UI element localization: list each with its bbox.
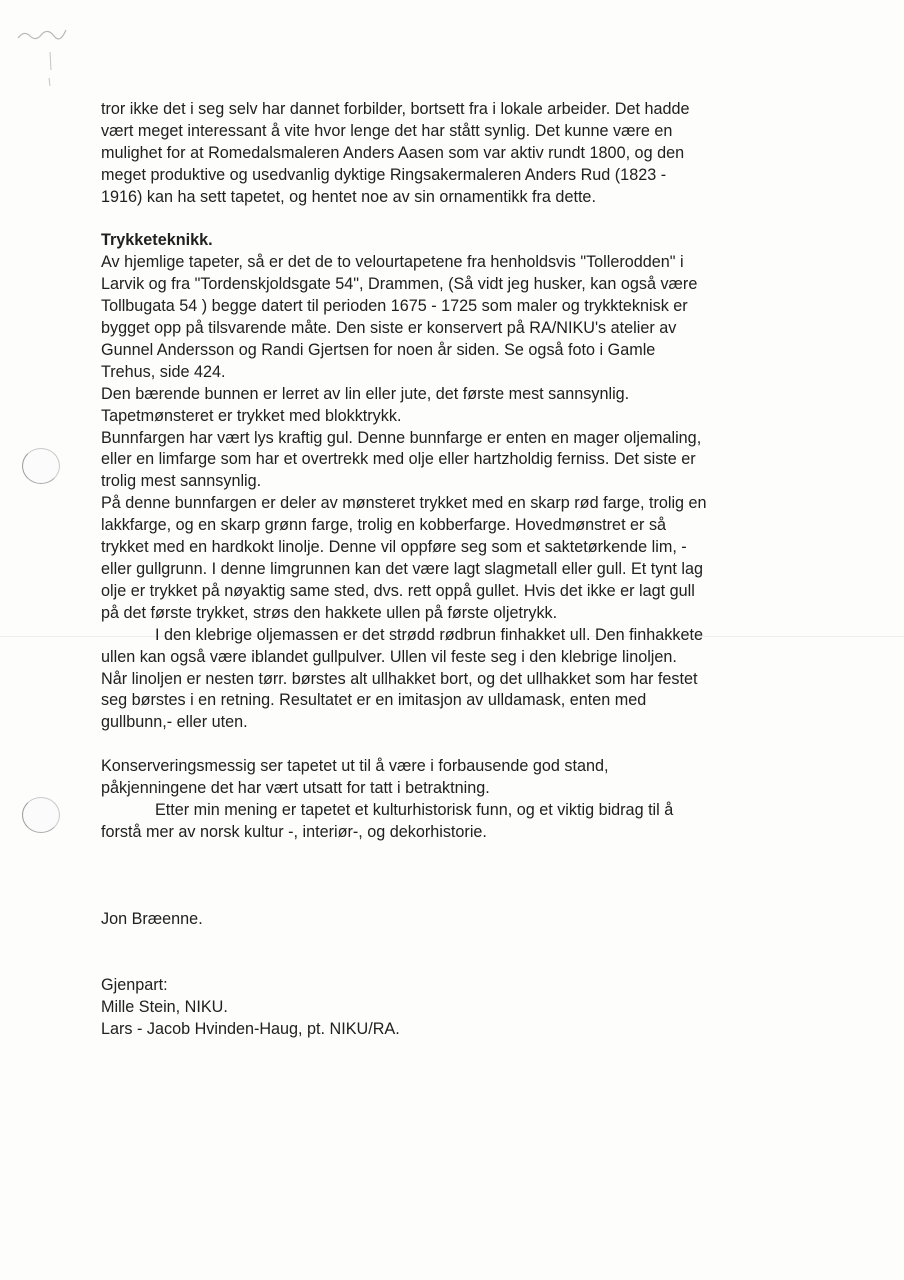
spacer xyxy=(101,888,801,910)
text-line: seg børstes i en retning. Resultatet er en imitasjon av ulldamask, enten med xyxy=(101,691,647,710)
paragraph-5 xyxy=(101,800,801,844)
text-line: Trehus, side 424. xyxy=(101,362,226,381)
text-line: bygget opp på tilsvarende måte. Den siste er konservert på RA/NIKU's atelier av xyxy=(101,319,677,338)
text-line: mulighet for at Romedalsmaleren Anders Aasen som var aktiv rundt 1800, og den xyxy=(101,143,685,162)
text-line: tror ikke det i seg selv har dannet forbilder, bortsett fra i lokale arbeider. Det hadde xyxy=(101,100,690,118)
text-line: påkjenningene det har vært utsatt for tatt i betraktning. xyxy=(101,779,490,798)
text-line: 1916) kan ha sett tapetet, og hentet noe av sin ornamentikk fra dette. xyxy=(101,187,596,206)
spacer xyxy=(101,844,801,866)
text-line: Gunnel Andersson og Randi Gjertsen for noen år siden. Se også foto i Gamle xyxy=(101,340,656,359)
text-line: ullen kan også være iblandet gullpulver. Ullen vil feste seg i den klebrige linoljen. xyxy=(101,647,677,666)
spacer xyxy=(101,734,801,756)
text-line: Av hjemlige tapeter, så er det de to velourtapetene fra henholdsvis "Tollerodden" i xyxy=(101,253,684,272)
paragraph-1 xyxy=(101,99,801,209)
text-line: på det første trykket, strøs den hakkete ullen på første oljetrykk. xyxy=(101,603,558,622)
text-line: Bunnfargen har vært lys kraftig gul. Denne bunnfarge er enten en mager oljemaling, xyxy=(101,428,702,447)
text-line: olje er trykket på nøyaktig same sted, dvs. rett oppå gullet. Hvis det ikke er lagt gull xyxy=(101,581,695,600)
text-line: vært meget interessant å vite hvor lenge det har stått synlig. Det kunne være en xyxy=(101,121,673,140)
text-line-indented: I den klebrige oljemassen er det strødd rødbrun finhakket ull. Den finhakkete xyxy=(155,625,703,644)
text-line: Tapetmønsteret er trykket med blokktrykk. xyxy=(101,406,402,425)
text-line: eller gullgrunn. I denne limgrunnen kan det være lagt slagmetall eller gull. Et tynt lag xyxy=(101,560,703,579)
document-body xyxy=(101,99,801,1041)
text-line: trykket med en hardkokt linolje. Denne vil oppføre seg som et saktetørkende lim, - xyxy=(101,538,687,557)
section-heading: Trykketeknikk. xyxy=(101,231,213,250)
text-line: eller en limfarge som har et overtrekk med olje eller hartzholdig ferniss. Det siste er xyxy=(101,450,696,469)
text-line: gullbunn,- eller uten. xyxy=(101,713,248,732)
punch-hole-upper xyxy=(22,448,60,484)
text-line-indented: Etter min mening er tapetet et kulturhistorisk funn, og et viktig bidrag til å xyxy=(155,800,674,819)
text-line: Når linoljen er nesten tørr. børstes alt ullhakket bort, og det ullhakket som har festet xyxy=(101,669,698,688)
text-line: Den bærende bunnen er lerret av lin eller jute, det første mest sannsynlig. xyxy=(101,384,630,403)
text-line: Konserveringsmessig ser tapetet ut til å være i forbausende god stand, xyxy=(101,757,609,776)
paragraph-3 xyxy=(101,625,801,735)
text-line: Tollbugata 54 ) begge datert til perioden 1675 - 1725 som maler og trykkteknisk er xyxy=(101,297,688,316)
spacer xyxy=(101,209,801,231)
text-line: forstå mer av norsk kultur -, interiør-, og dekorhistorie. xyxy=(101,822,487,841)
punch-hole-lower xyxy=(22,797,60,833)
paragraph-4 xyxy=(101,756,801,800)
signature: Jon Bræenne. xyxy=(101,910,203,929)
spacer xyxy=(101,953,801,975)
paragraph-2 xyxy=(101,252,801,624)
spacer xyxy=(101,866,801,888)
copy-block xyxy=(101,975,801,1041)
text-line: Larvik og fra "Tordenskjoldsgate 54", Drammen, (Så vidt jeg husker, kan også være xyxy=(101,275,698,294)
copy-recipient: Mille Stein, NIKU. xyxy=(101,998,228,1017)
copy-recipient: Lars - Jacob Hvinden-Haug, pt. NIKU/RA. xyxy=(101,1019,400,1038)
scribble-mark xyxy=(14,22,74,92)
text-line: lakkfarge, og en skarp grønn farge, trolig en kobberfarge. Hovedmønstret er så xyxy=(101,516,667,535)
text-line: trolig mest sannsynlig. xyxy=(101,472,262,491)
copy-label: Gjenpart: xyxy=(101,976,168,995)
text-line: På denne bunnfargen er deler av mønsteret trykket med en skarp rød farge, trolig en xyxy=(101,494,707,513)
spacer xyxy=(101,931,801,953)
text-line: meget produktive og usedvanlig dyktige Ringsakermaleren Anders Rud (1823 - xyxy=(101,165,667,184)
